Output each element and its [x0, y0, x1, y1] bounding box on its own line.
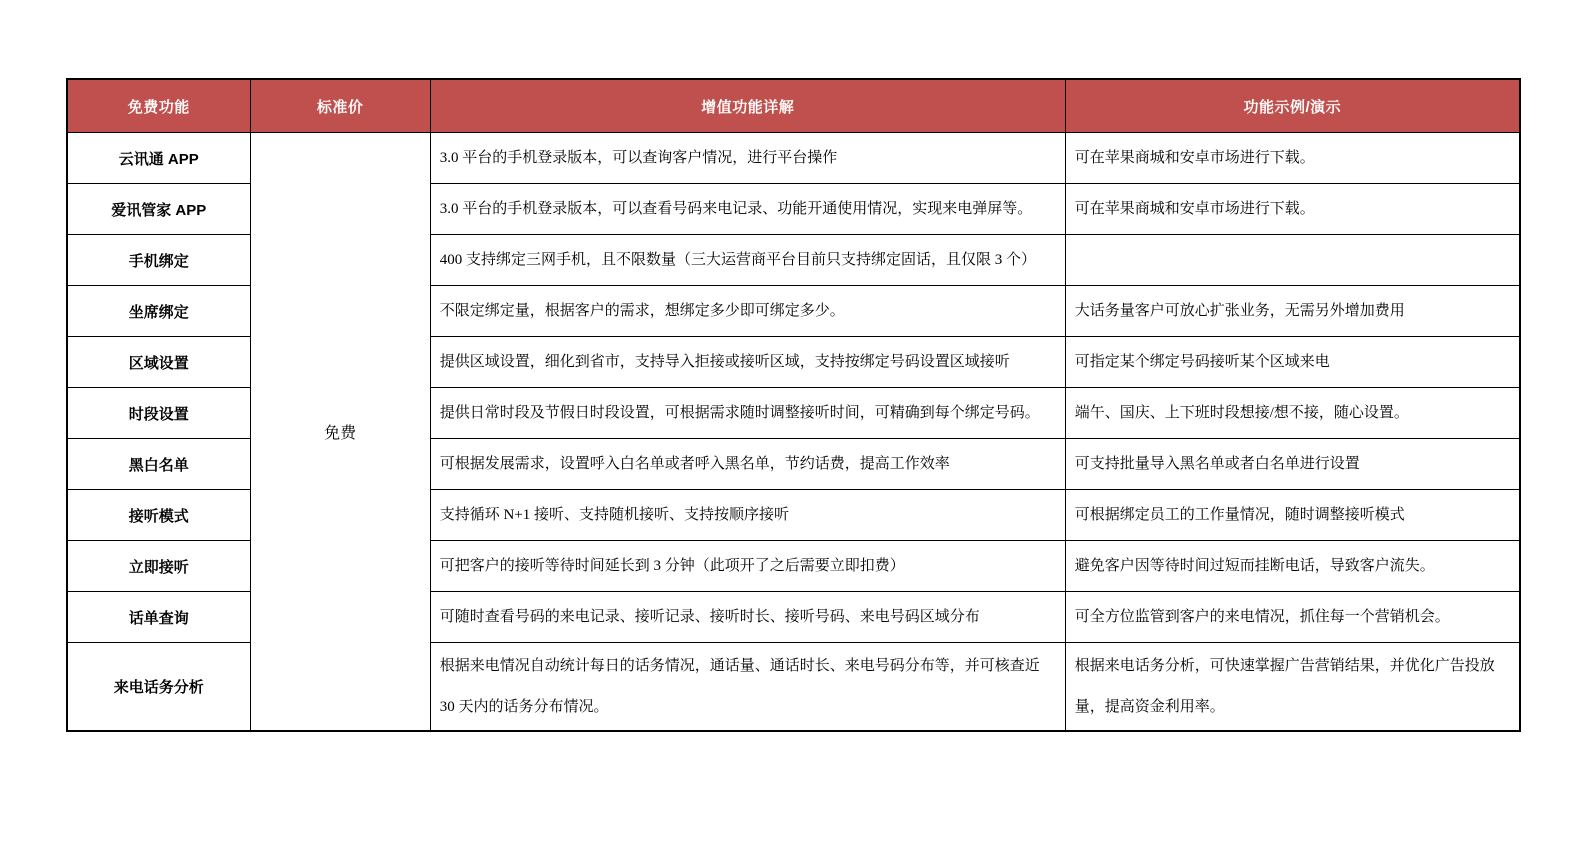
table-row	[67, 133, 1520, 184]
detail-cell: 可根据发展需求，设置呼入白名单或者呼入黑名单，节约话费，提高工作效率	[430, 439, 1065, 490]
header-row	[67, 79, 1520, 133]
feature-name-cell: 区域设置	[67, 337, 250, 388]
price-cell: 免费	[250, 133, 430, 732]
feature-name-cell: 爱讯管家 APP	[67, 184, 250, 235]
feature-name-cell: 来电话务分析	[67, 643, 250, 732]
feature-table	[66, 78, 1521, 732]
feature-name-cell: 接听模式	[67, 490, 250, 541]
column-header-free-features: 免费功能	[67, 79, 250, 133]
example-cell: 可支持批量导入黑名单或者白名单进行设置	[1065, 439, 1520, 490]
example-cell: 可在苹果商城和安卓市场进行下载。	[1065, 184, 1520, 235]
detail-cell: 3.0 平台的手机登录版本，可以查询客户情况，进行平台操作	[430, 133, 1065, 184]
example-cell: 大话务量客户可放心扩张业务，无需另外增加费用	[1065, 286, 1520, 337]
column-header-feature-details: 增值功能详解	[430, 79, 1065, 133]
feature-name-cell: 时段设置	[67, 388, 250, 439]
example-cell: 可在苹果商城和安卓市场进行下载。	[1065, 133, 1520, 184]
example-cell: 可根据绑定员工的工作量情况，随时调整接听模式	[1065, 490, 1520, 541]
example-cell: 端午、国庆、上下班时段想接/想不接，随心设置。	[1065, 388, 1520, 439]
detail-cell: 3.0 平台的手机登录版本，可以查看号码来电记录、功能开通使用情况，实现来电弹屏等。	[430, 184, 1065, 235]
example-cell: 避免客户因等待时间过短而挂断电话，导致客户流失。	[1065, 541, 1520, 592]
detail-cell: 不限定绑定量，根据客户的需求，想绑定多少即可绑定多少。	[430, 286, 1065, 337]
feature-name-cell: 黑白名单	[67, 439, 250, 490]
feature-name-cell: 立即接听	[67, 541, 250, 592]
detail-cell: 提供日常时段及节假日时段设置，可根据需求随时调整接听时间，可精确到每个绑定号码。	[430, 388, 1065, 439]
detail-cell: 提供区域设置，细化到省市，支持导入拒接或接听区域，支持按绑定号码设置区域接听	[430, 337, 1065, 388]
column-header-feature-demo: 功能示例/演示	[1065, 79, 1520, 133]
feature-name-cell: 手机绑定	[67, 235, 250, 286]
detail-cell: 支持循环 N+1 接听、支持随机接听、支持按顺序接听	[430, 490, 1065, 541]
detail-cell: 可把客户的接听等待时间延长到 3 分钟（此项开了之后需要立即扣费）	[430, 541, 1065, 592]
detail-cell: 根据来电情况自动统计每日的话务情况，通话量、通话时长、来电号码分布等，并可核查近 30 天内的话务分布情况。	[430, 643, 1065, 732]
example-cell: 可指定某个绑定号码接听某个区域来电	[1065, 337, 1520, 388]
detail-cell: 可随时查看号码的来电记录、接听记录、接听时长、接听号码、来电号码区域分布	[430, 592, 1065, 643]
document-page	[66, 78, 1521, 732]
detail-cell: 400 支持绑定三网手机，且不限数量（三大运营商平台目前只支持绑定固话，且仅限 3 个）	[430, 235, 1065, 286]
example-cell: 可全方位监管到客户的来电情况，抓住每一个营销机会。	[1065, 592, 1520, 643]
column-header-standard-price: 标准价	[250, 79, 430, 133]
feature-name-cell: 坐席绑定	[67, 286, 250, 337]
feature-name-cell: 云讯通 APP	[67, 133, 250, 184]
example-cell	[1065, 235, 1520, 286]
example-cell: 根据来电话务分析，可快速掌握广告营销结果，并优化广告投放量，提高资金利用率。	[1065, 643, 1520, 732]
feature-name-cell: 话单查询	[67, 592, 250, 643]
